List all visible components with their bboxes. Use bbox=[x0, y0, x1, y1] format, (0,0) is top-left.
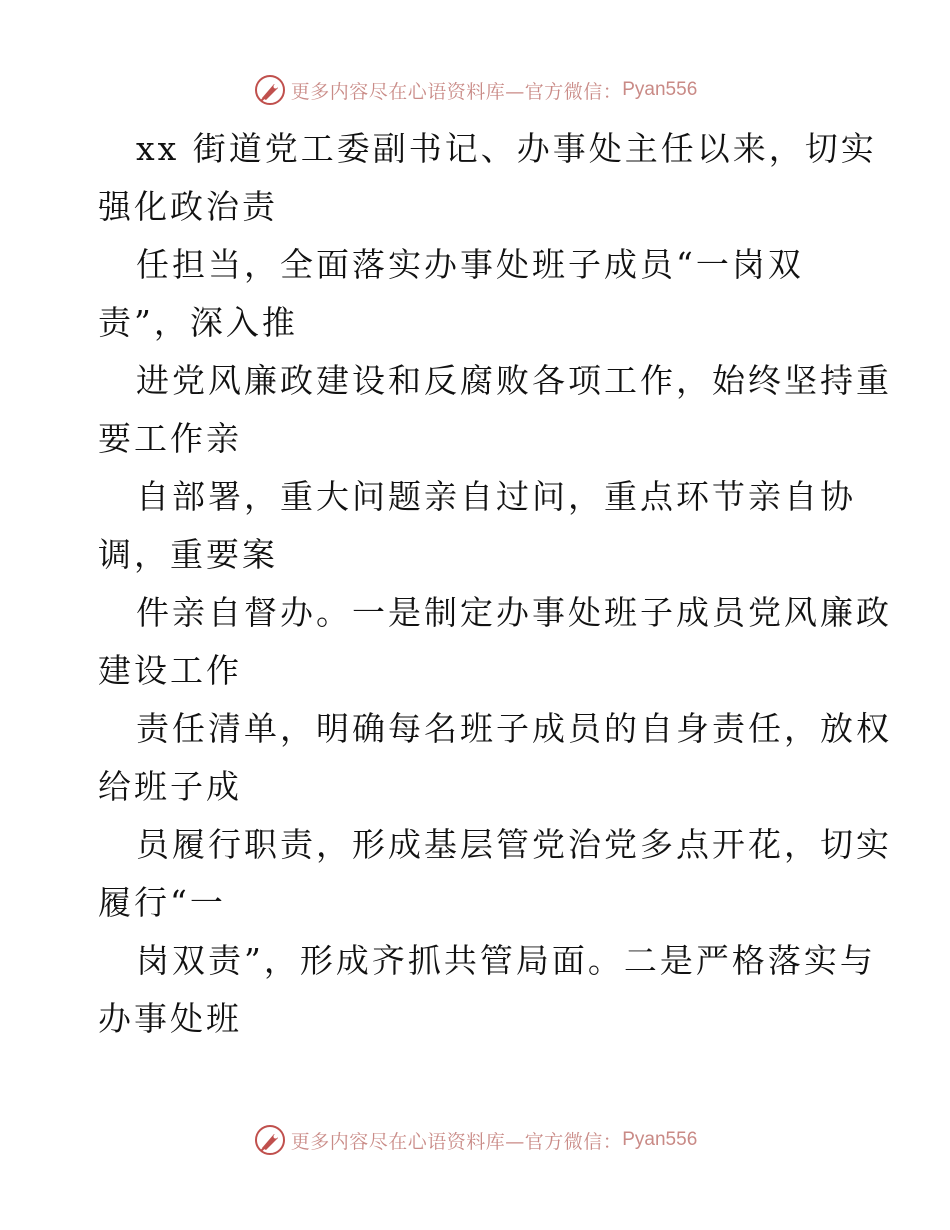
text-line: 责任清单，明确每名班子成员的自身责任，放权 bbox=[136, 709, 892, 748]
watermark-text: 更多内容尽在心语资料库—官方微信： bbox=[290, 80, 623, 103]
text-line: 给班子成 bbox=[98, 767, 242, 806]
pen-nib-logo-icon bbox=[253, 73, 287, 107]
text-line: 员履行职责，形成基层管党治党多点开花，切实 bbox=[136, 825, 892, 864]
watermark-wechat-id: Pyan556 bbox=[622, 1129, 698, 1150]
watermark-wechat-id: Pyan556 bbox=[622, 79, 698, 100]
text-line: 任担当，全面落实办事处班子成员“一岗双 bbox=[136, 245, 804, 284]
text-line: 办事处班 bbox=[98, 999, 242, 1038]
text-line: 进党风廉政建设和反腐败各项工作，始终坚持重 bbox=[136, 361, 892, 400]
text-line: 岗双责”，形成齐抓共管局面。二是严格落实与 bbox=[136, 941, 876, 980]
text-line: 责”，深入推 bbox=[98, 303, 298, 342]
text-line: 建设工作 bbox=[98, 651, 242, 690]
text-line: 要工作亲 bbox=[98, 419, 242, 458]
text-line: xx 街道党工委副书记、办事处主任以来，切实 bbox=[136, 129, 877, 168]
footer-watermark bbox=[0, 1120, 950, 1160]
pen-nib-logo-icon bbox=[253, 1123, 287, 1157]
text-line: 件亲自督办。一是制定办事处班子成员党风廉政 bbox=[136, 593, 892, 632]
text-line: 履行“一 bbox=[98, 883, 226, 922]
text-line: 调，重要案 bbox=[98, 535, 278, 574]
watermark-text: 更多内容尽在心语资料库—官方微信： bbox=[290, 1130, 623, 1153]
text-line: 自部署，重大问题亲自过问，重点环节亲自协 bbox=[136, 477, 856, 516]
document-body bbox=[98, 120, 892, 1048]
header-watermark bbox=[0, 70, 950, 110]
text-line: 强化政治责 bbox=[98, 187, 278, 226]
